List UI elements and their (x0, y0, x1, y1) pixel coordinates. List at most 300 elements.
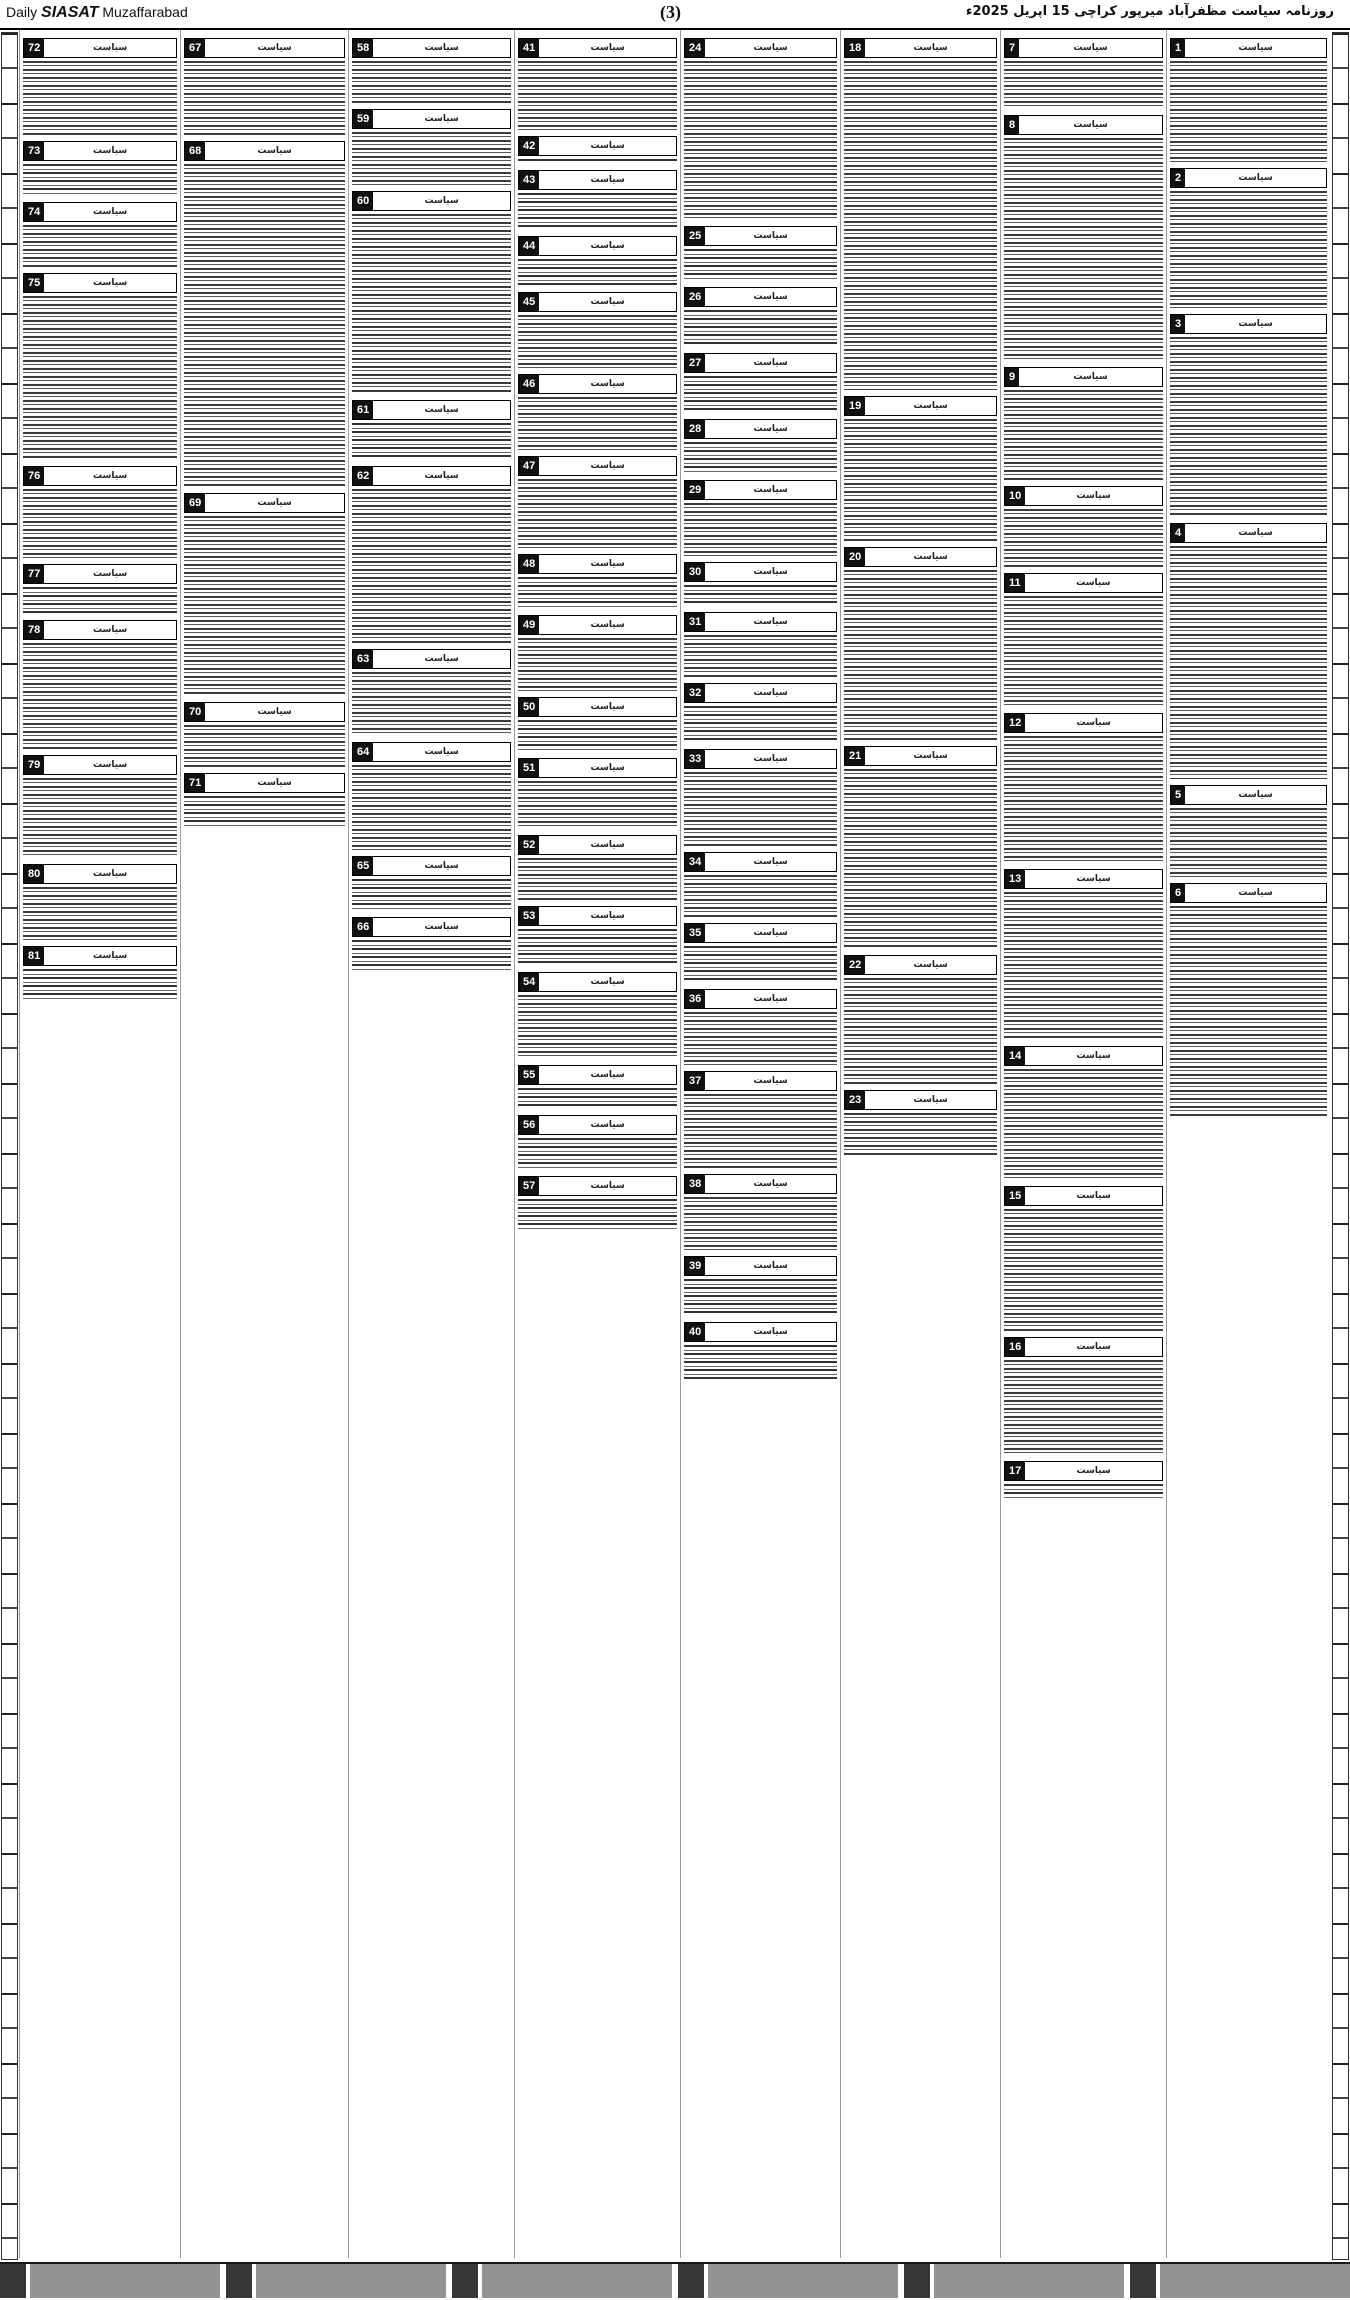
left-border-rail (1, 32, 18, 2260)
notice-number-badge: 65 (353, 857, 373, 875)
notice-text-block (844, 1113, 997, 1155)
section-label: سیاست (424, 922, 459, 932)
notice-heading (518, 615, 677, 635)
notice-number-badge: 27 (685, 354, 705, 372)
notice-number-badge: 15 (1005, 1187, 1025, 1205)
notice-text-block (684, 1094, 837, 1168)
notice-heading (352, 466, 511, 486)
notice-heading (684, 749, 837, 769)
notice-number-badge: 24 (685, 39, 705, 57)
notice-heading (184, 702, 345, 722)
notice-heading (684, 562, 837, 582)
section-label: سیاست (92, 207, 128, 217)
notice-number-badge: 35 (685, 924, 705, 942)
section-label: سیاست (1238, 528, 1273, 538)
notice-heading (844, 396, 997, 416)
notice-number-badge: 53 (519, 907, 539, 925)
notice-text-block (23, 296, 177, 460)
notice-number-badge: 70 (185, 703, 205, 721)
notice-column (514, 30, 680, 2258)
notice-heading (844, 547, 997, 567)
section-label: سیاست (1238, 173, 1273, 183)
notice-heading (1004, 573, 1163, 593)
section-label: سیاست (1076, 491, 1111, 501)
notice-text-block (518, 1138, 677, 1170)
section-label: سیاست (1238, 888, 1273, 898)
notice-number-badge: 41 (519, 39, 539, 57)
notice-heading (684, 612, 837, 632)
notice-heading (518, 374, 677, 394)
notice-heading (352, 38, 511, 58)
notice-text-block (1170, 546, 1327, 779)
notice-number-badge: 72 (24, 39, 44, 57)
notice-number-badge: 51 (519, 759, 539, 777)
notice-number-badge: 55 (519, 1066, 539, 1084)
section-label: سیاست (913, 43, 948, 53)
notice-heading (23, 466, 177, 486)
section-label: سیاست (753, 994, 788, 1004)
notice-text-block (518, 720, 677, 752)
notice-column (1166, 30, 1330, 2258)
notice-number-badge: 75 (24, 274, 44, 292)
notice-text-block (352, 765, 511, 850)
section-label: سیاست (1238, 319, 1273, 329)
notice-heading (23, 755, 177, 775)
notice-text-block (1004, 736, 1163, 863)
section-label: سیاست (257, 778, 292, 788)
notice-text-block (352, 132, 511, 185)
notice-number-badge: 77 (24, 565, 44, 583)
notice-heading (352, 742, 511, 762)
notice-heading (684, 419, 837, 439)
notice-number-badge: 78 (24, 621, 44, 639)
section-label: سیاست (92, 760, 128, 770)
section-label: سیاست (424, 114, 459, 124)
notice-number-badge: 28 (685, 420, 705, 438)
section-label: سیاست (1073, 372, 1108, 382)
notice-number-badge: 8 (1005, 116, 1019, 134)
page-number: (3) (660, 2, 681, 22)
section-label: سیاست (590, 1120, 625, 1130)
notice-number-badge: 9 (1005, 368, 1019, 386)
notice-number-badge: 12 (1005, 714, 1025, 732)
notice-heading (1004, 1337, 1163, 1357)
section-label: سیاست (590, 763, 625, 773)
section-label: سیاست (1076, 874, 1111, 884)
notice-heading (1004, 869, 1163, 889)
notice-heading (518, 38, 677, 58)
notice-heading (684, 1256, 837, 1276)
notice-heading (518, 1176, 677, 1196)
notice-number-badge: 39 (685, 1257, 705, 1275)
section-label: سیاست (753, 424, 788, 434)
notice-text-block (684, 772, 837, 846)
notice-number-badge: 38 (685, 1175, 705, 1193)
notice-heading (518, 554, 677, 574)
section-label: سیاست (590, 840, 625, 850)
notice-number-badge: 1 (1171, 39, 1185, 57)
section-label: سیاست (753, 1076, 788, 1086)
section-label: سیاست (753, 292, 788, 302)
notice-text-block (1004, 1484, 1163, 1500)
notice-heading (684, 480, 837, 500)
notice-text-block (23, 61, 177, 135)
notice-heading (518, 456, 677, 476)
section-label: سیاست (424, 196, 459, 206)
notice-text-block (352, 423, 511, 460)
notice-text-block (184, 164, 345, 487)
notice-number-badge: 48 (519, 555, 539, 573)
notice-heading (23, 864, 177, 884)
notice-heading (518, 906, 677, 926)
notice-number-badge: 69 (185, 494, 205, 512)
notice-text-block (1004, 509, 1163, 567)
notice-text-block (684, 706, 837, 743)
notice-heading (518, 136, 677, 156)
notice-text-block (684, 635, 837, 677)
notice-heading (684, 1322, 837, 1342)
notice-heading (1170, 785, 1327, 805)
notice-heading (1170, 883, 1327, 903)
notice-text-block (1004, 138, 1163, 361)
section-label: سیاست (590, 297, 625, 307)
notice-text-block (23, 225, 177, 267)
notice-column (680, 30, 840, 2258)
notice-text-block (23, 164, 177, 196)
section-label: سیاست (753, 617, 788, 627)
notice-number-badge: 3 (1171, 315, 1185, 333)
section-label: سیاست (590, 175, 625, 185)
notice-text-block (1170, 337, 1327, 517)
notice-text-block (23, 887, 177, 940)
notice-heading (684, 852, 837, 872)
notice-number-badge: 61 (353, 401, 373, 419)
notice-text-block (1004, 390, 1163, 480)
notice-heading (1004, 486, 1163, 506)
notice-number-badge: 6 (1171, 884, 1185, 902)
paper-prefix: Daily (6, 4, 38, 20)
section-label: سیاست (753, 567, 788, 577)
section-label: سیاست (92, 569, 128, 579)
paper-title (6, 4, 188, 22)
notice-heading (1004, 38, 1163, 58)
notice-heading (23, 946, 177, 966)
section-label: سیاست (590, 379, 625, 389)
notice-text-block (352, 61, 511, 103)
notice-number-badge: 52 (519, 836, 539, 854)
notice-heading (844, 746, 997, 766)
section-label: سیاست (590, 141, 625, 151)
notice-heading (1170, 523, 1327, 543)
section-label: سیاست (590, 461, 625, 471)
notice-heading (518, 758, 677, 778)
notice-number-badge: 67 (185, 39, 205, 57)
masthead (0, 0, 1350, 30)
section-label: سیاست (753, 1261, 788, 1271)
notice-text-block (1004, 1069, 1163, 1180)
notice-number-badge: 2 (1171, 169, 1185, 187)
section-label: سیاست (92, 625, 128, 635)
section-label: سیاست (590, 1181, 625, 1191)
notice-number-badge: 46 (519, 375, 539, 393)
notice-text-block (844, 419, 997, 541)
notice-column (348, 30, 514, 2258)
section-label: سیاست (590, 977, 625, 987)
section-label: سیاست (1076, 1191, 1111, 1201)
notice-text-block (684, 1197, 837, 1250)
notice-column (19, 30, 180, 2258)
notice-text-block (518, 638, 677, 691)
section-label: سیاست (1076, 1466, 1111, 1476)
notice-text-block (518, 397, 677, 450)
notice-heading (684, 1174, 837, 1194)
notice-text-block (1004, 61, 1163, 109)
notice-number-badge: 56 (519, 1116, 539, 1134)
notice-heading (1170, 314, 1327, 334)
notice-heading (1004, 1461, 1163, 1481)
notice-number-badge: 30 (685, 563, 705, 581)
notice-text-block (518, 1088, 677, 1109)
notice-heading (184, 773, 345, 793)
notice-text-block (684, 946, 837, 983)
notice-number-badge: 81 (24, 947, 44, 965)
section-label: سیاست (590, 241, 625, 251)
notice-heading (684, 226, 837, 246)
notice-number-badge: 79 (24, 756, 44, 774)
notice-number-badge: 71 (185, 774, 205, 792)
notice-heading (352, 649, 511, 669)
notice-text-block (184, 61, 345, 135)
section-label: سیاست (92, 869, 128, 879)
notice-number-badge: 57 (519, 1177, 539, 1195)
notice-number-badge: 42 (519, 137, 539, 155)
section-label: سیاست (753, 754, 788, 764)
notice-text-block (518, 259, 677, 286)
section-label: سیاست (590, 559, 625, 569)
section-label: سیاست (753, 688, 788, 698)
notice-text-block (518, 995, 677, 1059)
notice-text-block (1004, 1360, 1163, 1455)
notice-number-badge: 25 (685, 227, 705, 245)
notice-text-block (518, 479, 677, 548)
notice-heading (684, 287, 837, 307)
notice-text-block (684, 442, 837, 474)
notice-number-badge: 33 (685, 750, 705, 768)
notice-heading (352, 400, 511, 420)
notice-heading (684, 683, 837, 703)
notice-column (840, 30, 1000, 2258)
notice-number-badge: 40 (685, 1323, 705, 1341)
notice-heading (844, 955, 997, 975)
section-label: سیاست (257, 498, 292, 508)
section-label: سیاست (424, 654, 459, 664)
notice-text-block (23, 969, 177, 1001)
notice-heading (518, 1065, 677, 1085)
section-label: سیاست (590, 702, 625, 712)
notice-heading (1004, 1046, 1163, 1066)
notice-number-badge: 66 (353, 918, 373, 936)
notice-number-badge: 54 (519, 973, 539, 991)
notice-text-block (352, 214, 511, 394)
section-label: سیاست (1076, 718, 1111, 728)
notice-number-badge: 32 (685, 684, 705, 702)
section-label: سیاست (753, 43, 788, 53)
notice-text-block (844, 769, 997, 949)
notice-text-block (684, 503, 837, 556)
section-label: سیاست (424, 747, 459, 757)
section-label: سیاست (92, 146, 128, 156)
notice-text-block (352, 940, 511, 972)
notice-heading (23, 38, 177, 58)
notice-heading (1004, 1186, 1163, 1206)
notice-number-badge: 80 (24, 865, 44, 883)
notice-text-block (684, 1345, 837, 1382)
section-label: سیاست (92, 43, 128, 53)
notice-column (1000, 30, 1166, 2258)
notice-text-block (684, 249, 837, 281)
notice-text-block (352, 879, 511, 911)
notice-text-block (1170, 61, 1327, 162)
notice-number-badge: 21 (845, 747, 865, 765)
notice-heading (184, 141, 345, 161)
date-line: روزنامہ سیاست مظفرآباد میرپور کراچی 15 اپریل 2025ء (965, 4, 1334, 19)
notice-text-block (184, 516, 345, 696)
notice-number-badge: 37 (685, 1072, 705, 1090)
notice-heading (684, 1071, 837, 1091)
section-label: سیاست (92, 471, 128, 481)
notice-heading (23, 620, 177, 640)
section-label: سیاست (92, 278, 128, 288)
notice-column (180, 30, 348, 2258)
notice-text-block (518, 781, 677, 829)
notice-number-badge: 64 (353, 743, 373, 761)
paper-name: SIASAT (41, 4, 99, 21)
notice-heading (844, 1090, 997, 1110)
notice-number-badge: 19 (845, 397, 865, 415)
section-label: سیاست (257, 43, 292, 53)
notice-text-block (844, 61, 997, 390)
section-label: سیاست (753, 1327, 788, 1337)
section-label: سیاست (257, 707, 292, 717)
section-label: سیاست (913, 401, 948, 411)
notice-heading (23, 141, 177, 161)
notice-text-block (1170, 906, 1327, 1118)
section-label: سیاست (92, 951, 128, 961)
notice-number-badge: 49 (519, 616, 539, 634)
notice-text-block (684, 585, 837, 606)
footer-border-strip (0, 2262, 1350, 2298)
notice-number-badge: 23 (845, 1091, 865, 1109)
notice-heading (684, 353, 837, 373)
notice-number-badge: 59 (353, 110, 373, 128)
notice-text-block (1004, 596, 1163, 707)
section-label: سیاست (590, 911, 625, 921)
notice-heading (844, 38, 997, 58)
notice-heading (23, 564, 177, 584)
notice-number-badge: 73 (24, 142, 44, 160)
section-label: سیاست (1238, 43, 1273, 53)
notice-number-badge: 36 (685, 990, 705, 1008)
section-label: سیاست (913, 1095, 948, 1105)
right-border-rail (1332, 32, 1349, 2260)
section-label: سیاست (753, 1179, 788, 1189)
section-label: سیاست (753, 358, 788, 368)
section-label: سیاست (590, 43, 625, 53)
notice-text-block (23, 587, 177, 614)
notice-number-badge: 44 (519, 237, 539, 255)
notice-text-block (518, 193, 677, 230)
notice-heading (352, 856, 511, 876)
section-label: سیاست (913, 751, 948, 761)
notice-heading (518, 697, 677, 717)
section-label: سیاست (1076, 1051, 1111, 1061)
notice-heading (184, 493, 345, 513)
notice-text-block (184, 796, 345, 828)
notice-number-badge: 45 (519, 293, 539, 311)
notice-number-badge: 5 (1171, 786, 1185, 804)
notice-heading (23, 273, 177, 293)
notice-number-badge: 10 (1005, 487, 1025, 505)
notice-text-block (518, 159, 677, 164)
section-label: سیاست (913, 960, 948, 970)
notice-number-badge: 34 (685, 853, 705, 871)
notice-number-badge: 16 (1005, 1338, 1025, 1356)
notice-heading (684, 38, 837, 58)
section-label: سیاست (1238, 790, 1273, 800)
notice-heading (1170, 38, 1327, 58)
notice-heading (518, 972, 677, 992)
notice-number-badge: 29 (685, 481, 705, 499)
notice-text-block (518, 929, 677, 966)
section-label: سیاست (424, 861, 459, 871)
notice-text-block (518, 858, 677, 900)
notice-number-badge: 13 (1005, 870, 1025, 888)
notice-text-block (352, 672, 511, 736)
paper-city: Muzaffarabad (102, 4, 188, 20)
notice-heading (352, 917, 511, 937)
notice-text-block (23, 778, 177, 858)
notice-number-badge: 62 (353, 467, 373, 485)
notice-text-block (518, 315, 677, 368)
section-label: سیاست (753, 485, 788, 495)
notice-number-badge: 18 (845, 39, 865, 57)
notice-number-badge: 20 (845, 548, 865, 566)
notice-heading (518, 292, 677, 312)
notice-text-block (23, 643, 177, 749)
notice-number-badge: 63 (353, 650, 373, 668)
section-label: سیاست (257, 146, 292, 156)
notice-text-block (1170, 191, 1327, 308)
notice-number-badge: 68 (185, 142, 205, 160)
notice-number-badge: 47 (519, 457, 539, 475)
notice-text-block (518, 61, 677, 130)
notice-heading (518, 170, 677, 190)
section-label: سیاست (913, 552, 948, 562)
section-label: سیاست (753, 857, 788, 867)
notice-number-badge: 43 (519, 171, 539, 189)
notice-heading (23, 202, 177, 222)
notice-text-block (684, 875, 837, 917)
notice-heading (352, 109, 511, 129)
notice-text-block (684, 376, 837, 413)
notice-heading (518, 835, 677, 855)
notice-text-block (684, 61, 837, 220)
notice-number-badge: 31 (685, 613, 705, 631)
notice-number-badge: 17 (1005, 1462, 1025, 1480)
notice-number-badge: 22 (845, 956, 865, 974)
section-label: سیاست (753, 928, 788, 938)
notice-heading (184, 38, 345, 58)
